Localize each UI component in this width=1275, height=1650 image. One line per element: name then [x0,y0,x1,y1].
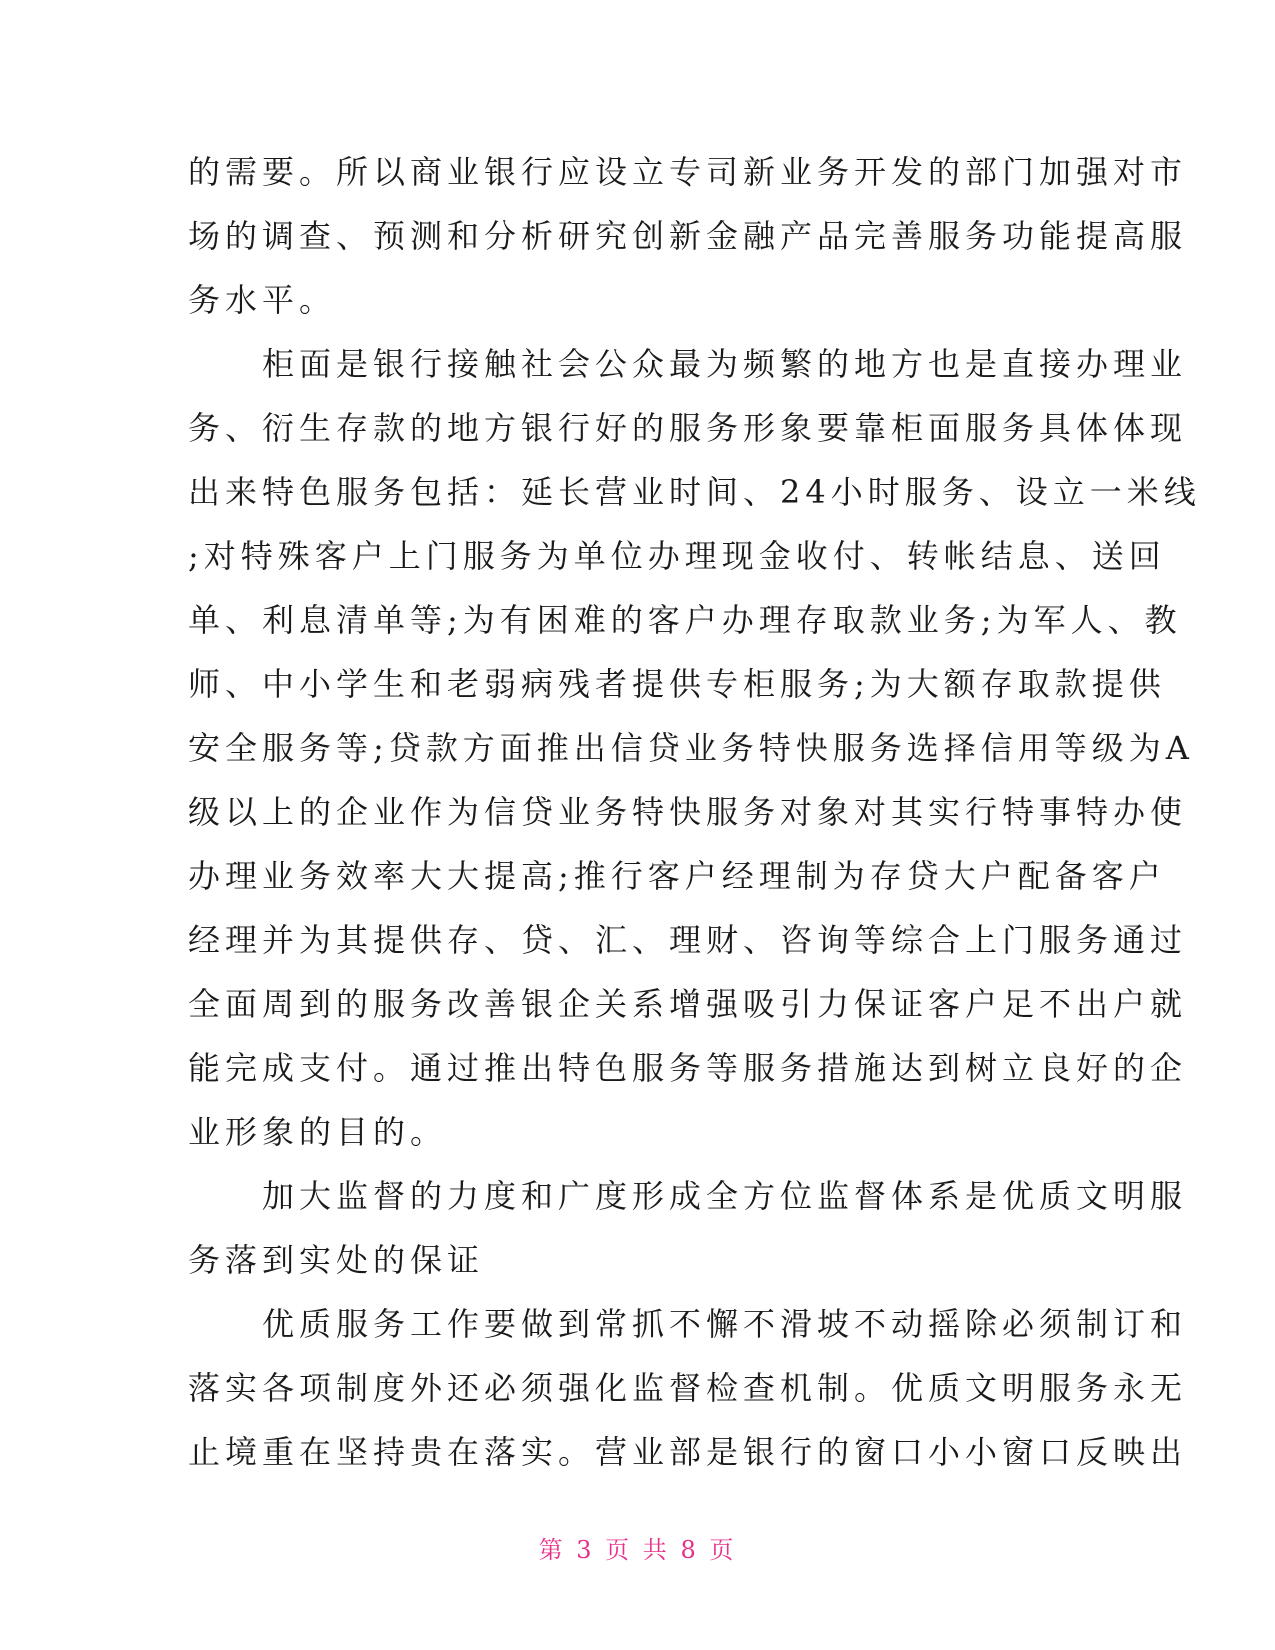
text-line: ;对特殊客户上门服务为单位办理现金收付、转帐结息、送回 [188,537,1166,575]
text-line: 的需要。所以商业银行应设立专司新业务开发的部门加强对市 [188,153,1188,191]
text-line: 场的调查、预测和分析研究创新金融产品完善服务功能提高服 [188,217,1188,255]
text-line: 全面周到的服务改善银企关系增强吸引力保证客户足不出户就 [188,985,1188,1023]
text-line: 加大监督的力度和广度形成全方位监督体系是优质文明服 [188,1177,1188,1215]
text-line: 务、衍生存款的地方银行好的服务形象要靠柜面服务具体体现 [188,409,1188,447]
text-line: 柜面是银行接触社会公众最为频繁的地方也是直接办理业 [188,345,1188,383]
text-line: 务水平。 [188,281,337,319]
text-line: 止境重在坚持贵在落实。营业部是银行的窗口小小窗口反映出 [188,1433,1188,1471]
text-line: 业形象的目的。 [188,1113,448,1151]
body-text [188,140,1201,1484]
text-line: 出来特色服务包括：延长营业时间、24小时服务、设立一米线 [188,473,1201,511]
text-line: 经理并为其提供存、贷、汇、理财、咨询等综合上门服务通过 [188,921,1188,959]
text-line: 落实各项制度外还必须强化监督检查机制。优质文明服务永无 [188,1369,1188,1407]
text-line: 级以上的企业作为信贷业务特快服务对象对其实行特事特办使 [188,793,1188,831]
page-number-footer: 第 3 页 共 8 页 [538,1536,737,1564]
text-line: 务落到实处的保证 [188,1241,485,1279]
text-line: 能完成支付。通过推出特色服务等服务措施达到树立良好的企 [188,1049,1188,1087]
text-line: 办理业务效率大大提高;推行客户经理制为存贷大户配备客户 [188,857,1166,895]
text-line: 安全服务等;贷款方面推出信贷业务特快服务选择信用等级为A [188,729,1194,767]
text-line: 优质服务工作要做到常抓不懈不滑坡不动摇除必须制订和 [188,1305,1188,1343]
text-line: 单、利息清单等;为有困难的客户办理存取款业务;为军人、教 [188,601,1182,639]
text-line: 师、中小学生和老弱病残者提供专柜服务;为大额存取款提供 [188,665,1166,703]
